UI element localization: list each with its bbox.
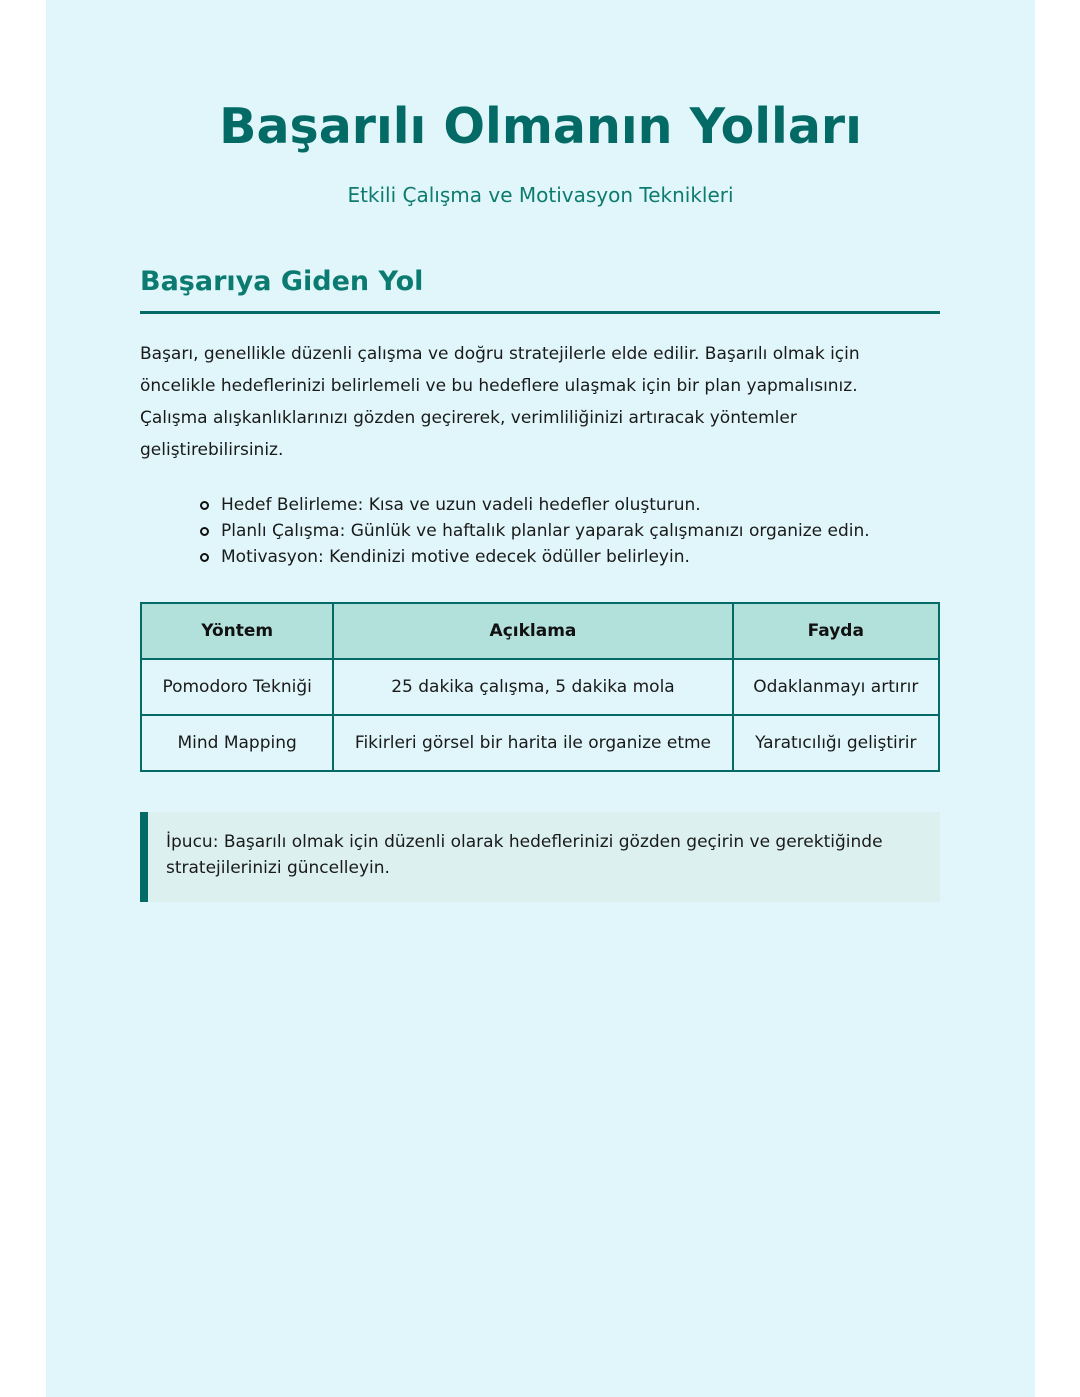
tip-line: İpucu: Başarılı olmak için düzenli olarak hedeflerinizi gözden geçirin ve gerektiğinde <box>166 832 883 852</box>
table-cell: Pomodoro Tekniği <box>141 659 333 715</box>
column-header-method: Yöntem <box>141 603 333 659</box>
table-cell: Odaklanmayı artırır <box>733 659 939 715</box>
document-page <box>46 0 1035 1397</box>
page-title: Başarılı Olmanın Yolları <box>219 98 862 155</box>
intro-line: öncelikle hedeflerinizi belirlemeli ve bu hedeflere ulaşmak için bir plan yapmalısınız. <box>140 376 858 396</box>
bullet-circle-icon <box>200 501 209 510</box>
list-item <box>221 492 870 518</box>
table-cell: 25 dakika çalışma, 5 dakika mola <box>333 659 732 715</box>
bullet-circle-icon <box>200 527 209 536</box>
tip-text <box>166 829 926 881</box>
column-header-description: Açıklama <box>333 603 732 659</box>
intro-line: Başarı, genellikle düzenli çalışma ve doğru stratejilerle elde edilir. Başarılı olmak için <box>140 344 860 364</box>
table-cell: Yaratıcılığı geliştirir <box>733 715 939 771</box>
list-item <box>221 518 870 544</box>
table-header-row <box>141 603 939 659</box>
table-row <box>141 659 939 715</box>
list-item-text: Motivasyon: Kendinizi motive edecek ödüller belirleyin. <box>221 547 690 567</box>
list-item <box>221 544 870 570</box>
list-item-text: Planlı Çalışma: Günlük ve haftalık planlar yaparak çalışmanızı organize edin. <box>221 521 870 541</box>
list-item-text: Hedef Belirleme: Kısa ve uzun vadeli hedefler oluşturun. <box>221 495 701 515</box>
bullet-circle-icon <box>200 553 209 562</box>
table-row <box>141 715 939 771</box>
tip-line: stratejilerinizi güncelleyin. <box>166 858 390 878</box>
intro-paragraph <box>140 338 940 466</box>
methods-table <box>140 602 940 772</box>
tips-list <box>221 492 870 570</box>
tip-callout <box>140 812 940 902</box>
intro-line: geliştirebilirsiniz. <box>140 440 284 460</box>
table-cell: Mind Mapping <box>141 715 333 771</box>
table-cell: Fikirleri görsel bir harita ile organize etme <box>333 715 732 771</box>
section-divider <box>140 311 940 314</box>
section-title: Başarıya Giden Yol <box>140 266 424 297</box>
page-subtitle: Etkili Çalışma ve Motivasyon Teknikleri <box>347 183 734 207</box>
column-header-benefit: Fayda <box>733 603 939 659</box>
intro-line: Çalışma alışkanlıklarınızı gözden geçirerek, verimliliğinizi artıracak yöntemler <box>140 408 797 428</box>
